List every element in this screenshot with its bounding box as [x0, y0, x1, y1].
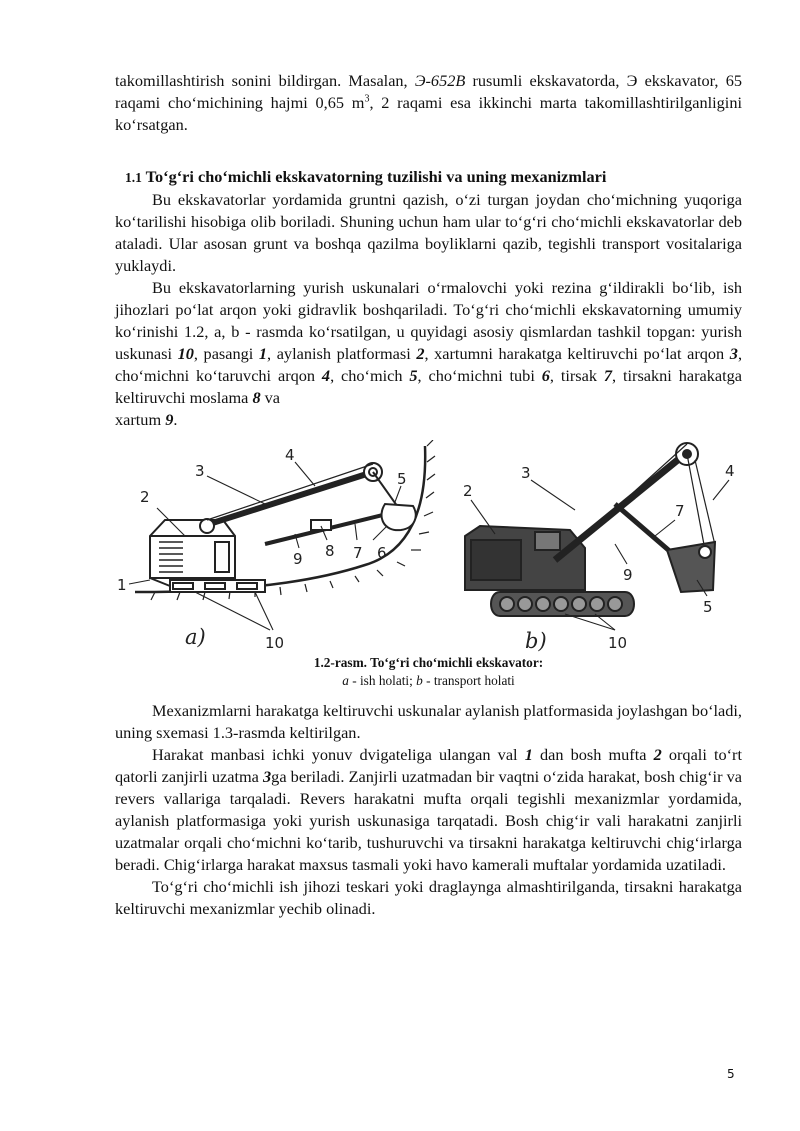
ref-number: 1	[524, 745, 533, 764]
ref-number: 6	[541, 366, 550, 385]
subfigure-b-label: b)	[525, 629, 547, 652]
label-a-9: 9	[293, 550, 303, 568]
label-a-2: 2	[140, 488, 150, 506]
section-heading	[115, 167, 742, 187]
text: va	[260, 388, 281, 407]
paragraph-3: Mexanizmlarni harakatga keltiruvchi uskunalar aylanish platformasida joylashgan bo‘ladi, uning sxemasi 1.3-rasmda keltirilgan.	[115, 701, 742, 742]
text: , xartumni harakatga keltiruvchi po‘lat arqon	[424, 344, 730, 363]
ref-number: 2	[416, 344, 425, 363]
text: Harakat manbasi ichki yonuv dvigateliga ulangan val	[152, 745, 525, 764]
excavator-working-drawing	[135, 440, 435, 600]
label-a-10: 10	[265, 634, 285, 652]
text: , aylanish platformasi	[267, 344, 417, 363]
paragraph-5: To‘g‘ri cho‘michli ish jihozi teskari yoki draglaynga almashtirilganda, tirsakni harakatga keltiruvchi mexanizmlar yechib olinadi.	[115, 877, 742, 918]
intro-text-a: takomillashtirish sonini bildirgan. Masalan,	[115, 71, 415, 90]
text: ga beriladi. Zanjirli uzatmadan bir vaqtni o‘zida harakat, bosh chig‘ir va revers vallariga tarqaladi. Revers harakatni mufta orqali tegishli mexanizmlar yordamida, aylanish platformasiga yoki yurish uskunasiga tarqatadi. Bosh chig‘ir vali harakatni zanjirli uzatmalar orqali cho‘michni ko‘tarib, tushuruvchi va tirsakni harakatga keltiruvchi chig‘irlarga beradi. Chig‘irlarga harakat maxsus tasmali yoki havo kamerali muftalar yordamida uzatiladi.	[115, 767, 743, 874]
ref-number: 3	[263, 767, 272, 786]
label-b-5: 5	[703, 598, 713, 616]
label-a-6: 6	[377, 544, 387, 562]
text: , cho‘mich	[330, 366, 410, 385]
caption-legend	[115, 672, 742, 690]
text: , pasangi	[193, 344, 259, 363]
text: , tirsak	[549, 366, 604, 385]
ref-number: 7	[603, 366, 613, 385]
label-a-1: 1	[117, 576, 127, 594]
ref-number: 8	[252, 388, 261, 407]
section-number: 1.1	[125, 170, 142, 185]
model-name: Э-652В	[414, 71, 466, 90]
excavator-figure	[115, 440, 742, 652]
superscript: 3	[364, 93, 370, 105]
page-number: 5	[727, 1067, 735, 1081]
text: , tirsakni harakatga keltiruvchi moslama	[115, 366, 742, 407]
subfigure-a-label: a)	[185, 625, 206, 649]
label-b-3: 3	[521, 464, 531, 482]
text: Bu ekskavatorlarning yurish uskunalari o‘rmalovchi yoki rezina g‘ildirakli bo‘lib, ish jihozlari po‘lat arqon yoki gidravlik boshqariladi. To‘g‘ri cho‘michli ekskavatorning umumiy ko‘rinishi 1.2, a, b - rasmda ko‘rsatilgan, u quyidagi asosiy qismlardan tashkil topgan: yurish uskunasi	[115, 278, 742, 363]
label-b-7: 7	[675, 502, 685, 520]
label-b-10: 10	[608, 634, 628, 652]
caption-a: a	[342, 673, 349, 688]
label-a-7: 7	[353, 544, 363, 562]
text: xartum	[115, 410, 166, 429]
label-a-4: 4	[285, 446, 295, 464]
text: , cho‘michni ko‘taruvchi arqon	[115, 344, 743, 385]
text: .	[173, 410, 178, 429]
section-title: To‘g‘ri cho‘michli ekskavatorning tuzilishi va uning mexanizmlari	[145, 167, 607, 186]
text: , cho‘michni tubi	[417, 366, 542, 385]
intro-paragraph	[115, 70, 742, 136]
ref-number: 1	[258, 344, 268, 363]
label-a-3: 3	[195, 462, 205, 480]
page-body	[115, 70, 742, 920]
caption-b: b	[416, 673, 423, 688]
paragraph-1: Bu ekskavatorlar yordamida gruntni qazish, o‘zi turgan joydan cho‘michning yuqoriga ko‘tarilishi hisobiga olib boriladi. Shuning uchun ham ular to‘g‘ri cho‘michli ekskavatorlar deb ataladi. Ular asosan grunt va boshqa qazilma boyliklarni qazib, tegishli transport vositalariga yuklaydi.	[115, 190, 742, 275]
caption-b-text: - transport holati	[422, 673, 515, 688]
paragraph-2-end	[115, 409, 742, 431]
label-a-8: 8	[325, 542, 335, 560]
excavator-drawing	[115, 440, 742, 652]
ref-number: 10	[177, 344, 194, 363]
ref-number: 4	[321, 366, 331, 385]
ref-number: 9	[165, 410, 174, 429]
intro-text-b: rusumli ekskavatorda, Э ekskavator, 65 raqami cho‘michining hajmi 0,65 m	[115, 71, 742, 112]
ref-number: 3	[729, 344, 738, 363]
figure-caption	[115, 654, 742, 690]
excavator-transport-drawing	[465, 443, 715, 616]
text: orqali to‘rt qatorli zanjirli uzatma	[115, 745, 742, 786]
label-b-9: 9	[623, 566, 633, 584]
intro-text-c: , 2 raqami esa ikkinchi marta takomillashtirilganligini ko‘rsatgan.	[115, 93, 742, 134]
text: dan bosh mufta	[532, 745, 654, 764]
caption-a-text: - ish holati;	[348, 673, 417, 688]
ref-number: 5	[409, 366, 418, 385]
label-a-5: 5	[397, 470, 407, 488]
label-b-4: 4	[725, 462, 735, 480]
caption-title: 1.2-rasm. To‘g‘ri cho‘michli ekskavator:	[313, 655, 544, 670]
ref-number: 2	[653, 745, 662, 764]
paragraph-2	[115, 277, 742, 409]
paragraph-4	[115, 744, 742, 876]
label-b-2: 2	[463, 482, 473, 500]
